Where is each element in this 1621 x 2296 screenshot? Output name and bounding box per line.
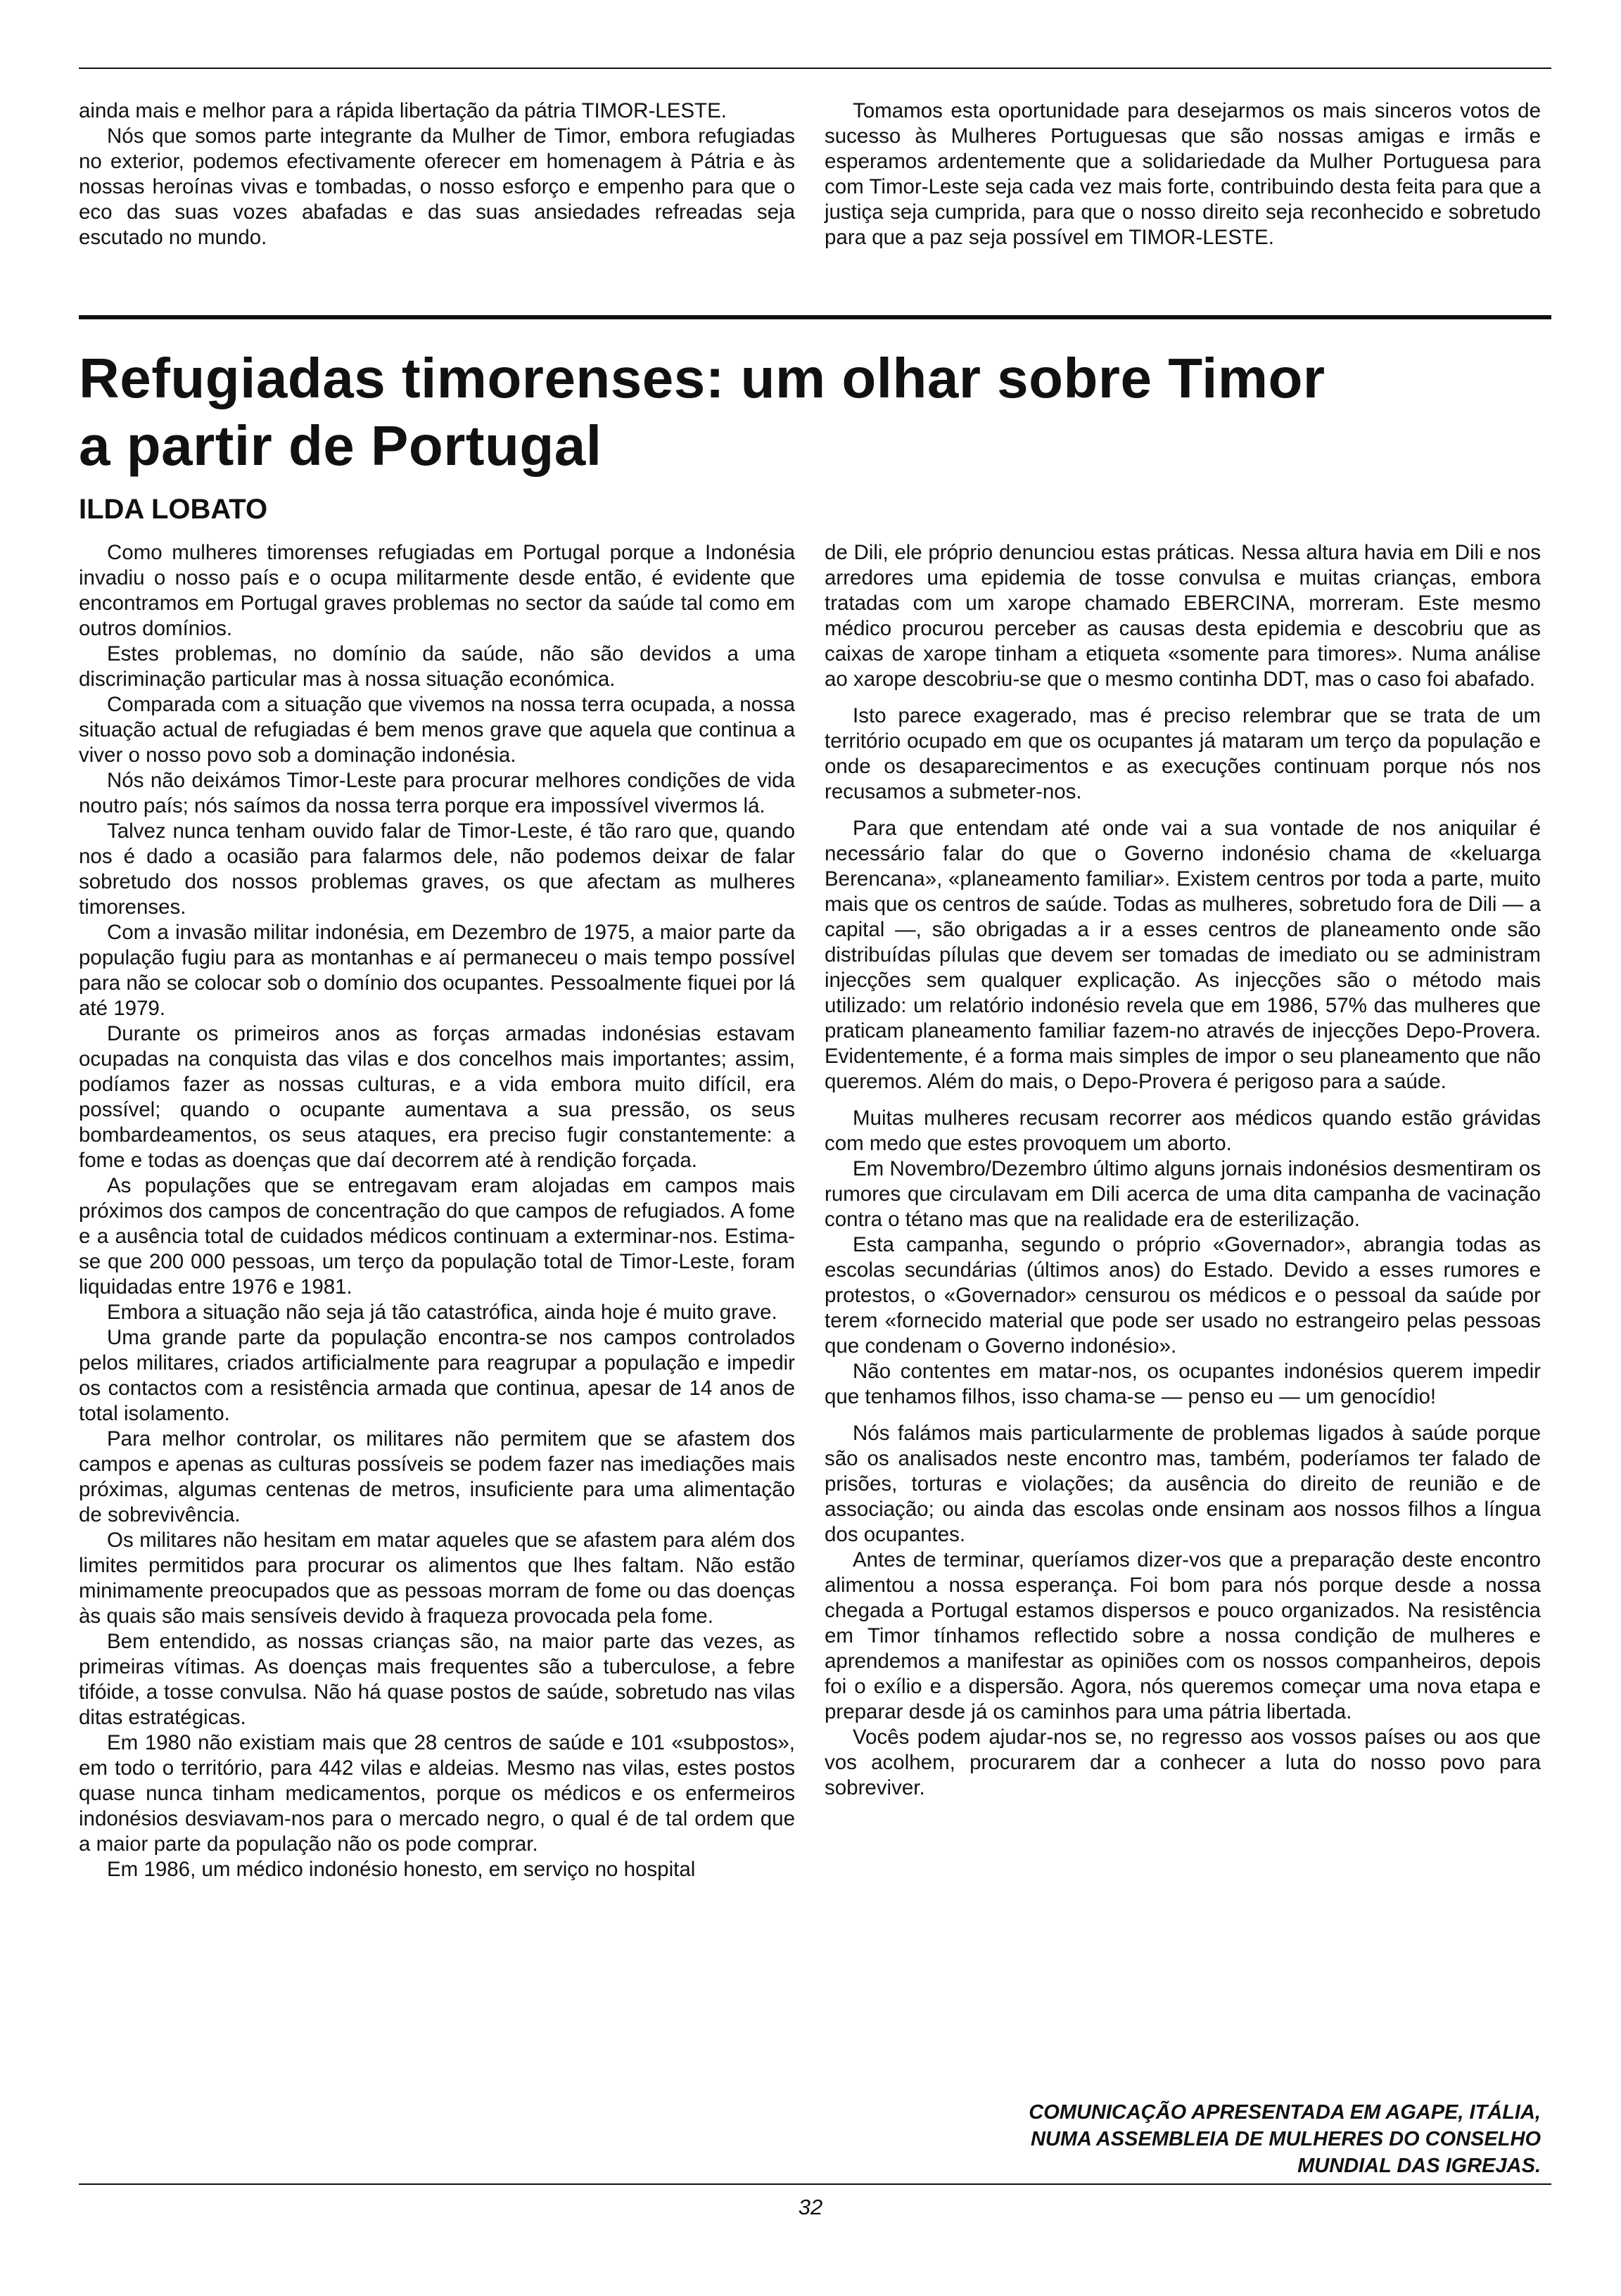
- article-right-column: [825, 540, 1541, 1801]
- article-author: ILDA LOBATO: [79, 494, 268, 525]
- signature-line: COMUNICAÇÃO APRESENTADA EM AGAPE, ITÁLIA,: [1029, 2101, 1541, 2124]
- top-rule: [79, 68, 1551, 69]
- body-left-paragraph: Comparada com a situação que vivemos na nossa terra ocupada, a nossa situação actual de refugiadas é bem menos grave que aquela que continua a viver o nosso povo sob a dominação indonésia.: [79, 693, 795, 767]
- body-left-paragraph: Durante os primeiros anos as forças armadas indonésias estavam ocupadas na conquista das vilas e dos concelhos mais importantes; assim, podíamos fazer as nossas culturas, e a vida embora muito difícil, era possível; quando o ocupante aumentava a sua pressão, os seus bombardeamentos, os seus ataques, era preciso fugir constantemente: a fome e todas as doenças que daí decorrem até à rendição forçada.: [79, 1022, 795, 1172]
- body-right-paragraph: Para que entendam até onde vai a sua vontade de nos aniquilar é necessário falar do que o Governo indonésio chama de «keluarga Berencana», «planeamento familiar». Existem centros por toda a parte, muito mais que os centros de saúde. Todas as mulheres, sobretudo fora de Dili — a capital —, são obrigadas a ir a esses centros de planeamento onde são distribuídas pílulas que devem ser tomadas de imediato ou se administram injecções sem qualquer explicação. As injecções são o método mais utilizado: um relatório indonésio revela que em 1986, 57% das mulheres que praticam planeamento familiar fazem-no através de injecções Depo-Provera. Evidentemente, é a forma mais simples de impor o seu planeamento que não queremos. Além do mais, o Depo-Provera é perigoso para a saúde.: [825, 817, 1541, 1093]
- signature-line: NUMA ASSEMBLEIA DE MULHERES DO CONSELHO: [1030, 2128, 1541, 2150]
- body-left-paragraph: Os militares não hesitam em matar aqueles que se afastem para além dos limites permitidos para procurar os alimentos que lhes faltam. Não estão minimamente preocupados que as pessoas morram de fome ou das doenças às quais são mais sensíveis devido à fraqueza provocada pela fome.: [79, 1529, 795, 1628]
- bottom-rule: [79, 2183, 1551, 2185]
- article-title-line-2: a partir de Portugal: [79, 414, 602, 477]
- body-right-paragraph: Não contentes em matar-nos, os ocupantes indonésios querem impedir que tenhamos filhos, isso chama-se — penso eu — um genocídio!: [825, 1360, 1541, 1408]
- article-title-line-1: Refugiadas timorenses: um olhar sobre Timor: [79, 347, 1326, 409]
- body-left-paragraph: Talvez nunca tenham ouvido falar de Timor-Leste, é tão raro que, quando nos é dado a ocasião para falarmos dele, não podemos deixar de falar sobretudo dos nossos problemas graves, os que afectam as mulheres timorenses.: [79, 819, 795, 919]
- signature-line: MUNDIAL DAS IGREJAS.: [1297, 2155, 1541, 2177]
- intro-left-paragraph-1: ainda mais e melhor para a rápida libertação da pátria TIMOR-LESTE.: [79, 99, 727, 122]
- body-left-paragraph: Nós não deixámos Timor-Leste para procurar melhores condições de vida noutro país; nós saímos da nossa terra porque era impossível vivermos lá.: [79, 769, 795, 817]
- section-divider-rule: [79, 315, 1551, 319]
- body-right-paragraph: Esta campanha, segundo o próprio «Governador», abrangia todas as escolas secundárias (últimos anos) do Estado. Devido a esses rumores e protestos, o «Governador» censurou os médicos e o pessoal da saúde por terem «fornecido material que pode ser usado no estrangeiro pelas pessoas que condenam o Governo indonésio».: [825, 1233, 1541, 1358]
- body-left-paragraph: Uma grande parte da população encontra-se nos campos controlados pelos militares, criados artificialmente para reagrupar a população e impedir os contactos com a resistência armada que continua, apesar de 14 anos de total isolamento.: [79, 1326, 795, 1425]
- body-left-paragraph: Com a invasão militar indonésia, em Dezembro de 1975, a maior parte da população fugiu para as montanhas e aí permaneceu o mais tempo possível para não se colocar sob o domínio dos ocupantes. Pessoalmente fiquei por lá até 1979.: [79, 921, 795, 1020]
- intro-right-paragraph-1: Tomamos esta oportunidade para desejarmos os mais sinceros votos de sucesso às Mulheres Portuguesas que são nossas amigas e irmãs e esperamos ardentemente que a solidariedade da Mulher Portuguesa para com Timor-Leste seja cada vez mais forte, contribuindo desta feita para que a justiça seja cumprida, para que o nosso direito seja reconhecido e sobretudo para que a paz seja possível em TIMOR-LESTE.: [825, 99, 1541, 249]
- body-right-paragraph: Vocês podem ajudar-nos se, no regresso aos vossos países ou aos que vos acolhem, procurarem dar a conhecer a luta do nosso povo para sobreviver.: [825, 1726, 1541, 1799]
- body-right-paragraph: Isto parece exagerado, mas é preciso relembrar que se trata de um território ocupado em que os ocupantes já mataram um terço da população e onde os desaparecimentos e as execuções continuam porque nós nos recusamos a submeter-nos.: [825, 704, 1541, 803]
- body-left-paragraph: Em 1986, um médico indonésio honesto, em serviço no hospital: [107, 1858, 696, 1881]
- intro-right-column: [825, 98, 1541, 250]
- body-left-paragraph: Bem entendido, as nossas crianças são, na maior parte das vezes, as primeiras vítimas. As doenças mais frequentes são a tuberculose, a febre tifóide, a tosse convulsa. Não há quase postos de saúde, sobretudo nas vilas ditas estratégicas.: [79, 1630, 795, 1729]
- body-right-paragraph: de Dili, ele próprio denunciou estas práticas. Nessa altura havia em Dili e nos arredores uma epidemia de tosse convulsa e muitas crianças, embora tratadas com um xarope chamado EBERCINA, morreram. Este mesmo médico procurou perceber as causas desta epidemia e descobriu que as caixas de xarope tinham a etiqueta «somente para timores». Numa análise ao xarope descobriu-se que o mesmo continha DDT, mas o caso foi abafado.: [825, 541, 1541, 691]
- body-left-paragraph: As populações que se entregavam eram alojadas em campos mais próximos dos campos de concentração do que campos de refugiados. A fome e a ausência total de cuidados médicos continuam a exterminar-nos. Estima-se que 200 000 pessoas, um terço da população total de Timor-Leste, foram liquidadas entre 1976 e 1981.: [79, 1174, 795, 1299]
- body-left-paragraph: Em 1980 não existiam mais que 28 centros de saúde e 101 «subpostos», em todo o território, para 442 vilas e aldeias. Mesmo nas vilas, estes postos quase nunca tinham medicamentos, porque os médicos e os enfermeiros indonésios desviavam-nos para o mercado negro, o qual é de tal ordem que a maior parte da população não os pode comprar.: [79, 1731, 795, 1856]
- body-left-paragraph: Estes problemas, no domínio da saúde, não são devidos a uma discriminação particular mas à nossa situação económica.: [79, 642, 795, 691]
- body-left-paragraph: Como mulheres timorenses refugiadas em Portugal porque a Indonésia invadiu o nosso país e o ocupa militarmente desde então, é evidente que encontramos em Portugal graves problemas no sector da saúde tal como em outros domínios.: [79, 541, 795, 640]
- page-number: 32: [798, 2195, 823, 2219]
- body-right-paragraph: Muitas mulheres recusam recorrer aos médicos quando estão grávidas com medo que estes provoquem um aborto.: [825, 1106, 1541, 1155]
- intro-left-paragraph-2: Nós que somos parte integrante da Mulher de Timor, embora refugiadas no exterior, podemos efectivamente oferecer em homenagem à Pátria e às nossas heroínas vivas e tombadas, o nosso esforço e empenho para que o eco das suas vozes abafadas e das suas ansiedades refreadas seja escutado no mundo.: [79, 125, 795, 249]
- body-right-paragraph: Antes de terminar, queríamos dizer-vos que a preparação deste encontro alimentou a nossa esperança. Foi bom para nós porque desde a nossa chegada a Portugal estamos dispersos e pouco organizados. Na resistência em Timor tínhamos reflectido sobre a nossa condição de mulheres e aprendemos a manifestar as opiniões com os nossos companheiros, depois foi o exílio e a dispersão. Agora, nós queremos começar uma nova etapa e preparar desde já os caminhos para uma pátria libertada.: [825, 1548, 1541, 1723]
- body-left-paragraph: Para melhor controlar, os militares não permitem que se afastem dos campos e apenas as culturas possíveis se podem fazer nas imediações mais próximas, algumas centenas de metros, insuficiente para uma alimentação de sobrevivência.: [79, 1427, 795, 1526]
- body-right-paragraph: Nós falámos mais particularmente de problemas ligados à saúde porque são os analisados neste encontro mas, também, poderíamos ter falado de prisões, torturas e violações; da ausência do direito de reunião e de associação; ou ainda das escolas onde ensinam aos nossos filhos a língua dos ocupantes.: [825, 1422, 1541, 1546]
- article-title: [79, 345, 1486, 480]
- intro-left-column: [79, 98, 795, 250]
- article-left-column: [79, 540, 795, 1882]
- body-left-paragraph: Embora a situação não seja já tão catastrófica, ainda hoje é muito grave.: [107, 1301, 777, 1324]
- body-right-paragraph: Em Novembro/Dezembro último alguns jornais indonésios desmentiram os rumores que circulavam em Dili acerca de uma dita campanha de vacinação contra o tétano mas que na realidade era de esterilização.: [825, 1157, 1541, 1231]
- article-signature: [825, 2099, 1541, 2179]
